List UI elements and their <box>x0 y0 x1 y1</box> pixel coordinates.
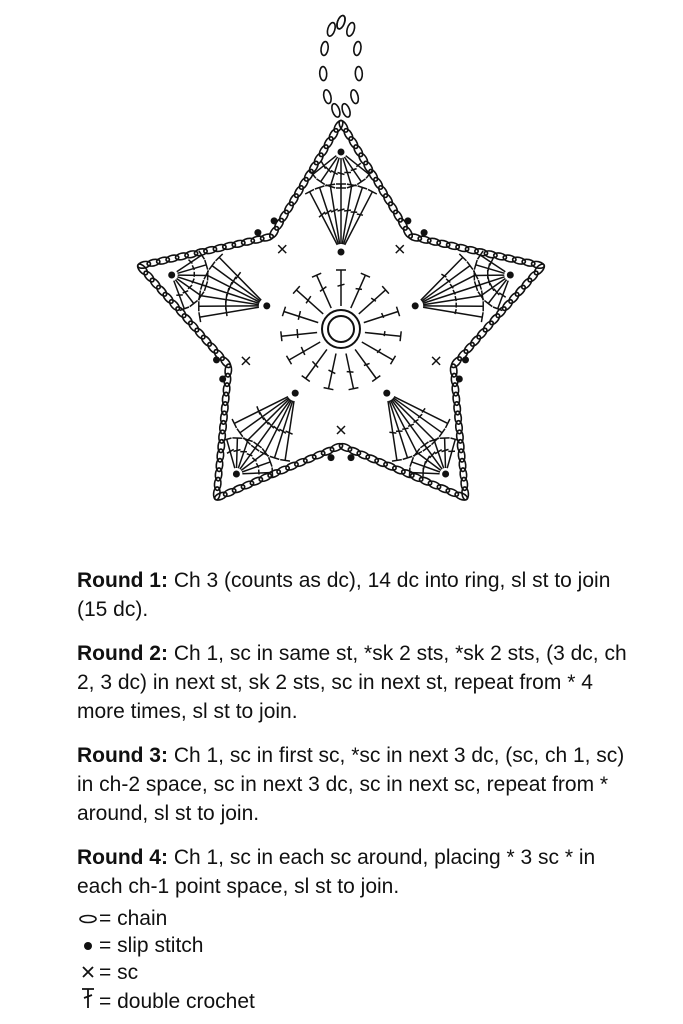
dc-top-bar <box>280 460 290 462</box>
dc-top-bar <box>391 356 396 365</box>
slip-stitch <box>383 390 390 397</box>
double-crochet <box>200 307 259 317</box>
dc-top-bar <box>190 301 198 307</box>
chain-stitch <box>514 284 527 298</box>
double-crochet <box>237 438 238 468</box>
round-2-text: Ch 1, sc in same st, *sk 2 sts, *sk 2 sts, (3 dc, ch 2, 3 dc) in next st, sk 2 sts, sc in next st, repeat from * 4 more times, sl st to join. <box>77 642 627 723</box>
chain-stitch <box>219 355 232 369</box>
double-crochet <box>421 257 463 300</box>
double-crochet <box>306 349 327 378</box>
double-crochet <box>296 290 323 314</box>
hanger-chain <box>330 103 341 119</box>
chain-oval-icon <box>77 905 99 932</box>
dc-slash <box>389 432 396 433</box>
dc-top-bar <box>481 312 483 322</box>
double-crochet <box>281 333 317 337</box>
double-crochet <box>219 257 261 300</box>
dc-top-bar <box>439 429 445 437</box>
round-3-instruction <box>77 741 637 828</box>
dc-top-bar <box>237 429 243 437</box>
dc-slash <box>402 428 408 429</box>
double-crochet <box>423 307 482 317</box>
legend-sc-text: = sc <box>99 961 139 984</box>
round-1-instruction <box>77 566 637 624</box>
dc-slash <box>356 289 362 290</box>
chain-stitch <box>142 270 155 284</box>
dc-top-bar <box>281 331 282 341</box>
hanger-chain <box>345 22 356 37</box>
legend-chain-text: = chain <box>99 907 168 930</box>
legend-double-crochet <box>77 986 637 1017</box>
dc-top-bar <box>287 356 292 365</box>
chain-stitch <box>488 312 501 326</box>
chain-stitch <box>181 312 194 326</box>
slip-stitch <box>507 272 514 279</box>
dc-slash <box>338 173 345 175</box>
double-crochet <box>317 275 332 308</box>
chain-stitch <box>482 320 495 334</box>
pattern-instructions <box>77 566 637 1017</box>
dc-top-bar <box>400 331 401 341</box>
slip-stitch <box>412 302 419 309</box>
double-crochet <box>359 290 386 314</box>
slip-stitch <box>233 471 240 478</box>
single-crochet <box>337 426 345 434</box>
slip-stitch <box>328 454 335 461</box>
dc-top-bar <box>484 301 492 307</box>
slip-stitch <box>168 272 175 279</box>
double-crochet <box>351 275 366 308</box>
round-4-label: Round 4: <box>77 846 168 869</box>
dc-slash <box>455 296 456 301</box>
chain-stitch <box>174 305 187 319</box>
single-crochet <box>242 357 250 365</box>
slip-stitch <box>456 376 463 383</box>
double-crochet <box>355 349 376 378</box>
double-crochet <box>447 439 455 468</box>
round-2-label: Round 2: <box>77 642 168 665</box>
hanger-chain <box>335 14 346 30</box>
round-4-text: Ch 1, sc in each sc around, placing * 3 sc * in each ch-1 point space, sl st to join. <box>77 846 596 898</box>
stitch-legend <box>77 905 637 1017</box>
double-crochet <box>393 398 442 433</box>
dc-top-bar <box>302 376 310 382</box>
dc-slash <box>297 329 298 338</box>
legend-chain <box>77 905 637 932</box>
legend-sc <box>77 959 637 986</box>
chain-stitch <box>520 277 533 291</box>
slip-stitch <box>271 217 278 224</box>
round-2-instruction <box>77 639 637 726</box>
hanger-chain <box>355 66 363 80</box>
dc-cross-icon <box>77 986 99 1017</box>
dc-top-bar <box>392 460 402 462</box>
chain-stitch <box>507 291 520 305</box>
chain-stitch <box>501 298 514 312</box>
chain-stitch <box>494 305 507 319</box>
double-crochet <box>394 397 448 424</box>
slip-stitch <box>338 249 345 256</box>
chain-stitch <box>149 277 162 291</box>
center-magic-ring <box>322 310 360 348</box>
slip-stitch <box>462 356 469 363</box>
slip-stitch <box>348 454 355 461</box>
dc-slash <box>234 450 241 452</box>
hanger-chain <box>340 103 351 119</box>
hanger-chain <box>326 22 337 37</box>
double-crochet <box>445 438 446 468</box>
round-3-label: Round 3: <box>77 744 168 767</box>
dc-top-bar <box>272 468 273 478</box>
chain-stitch <box>475 327 488 341</box>
dc-top-bar <box>209 262 215 270</box>
dc-top-bar <box>349 388 359 390</box>
dc-top-bar <box>372 376 380 382</box>
double-crochet <box>227 439 235 468</box>
hanging-loop <box>319 14 362 118</box>
dc-slash <box>357 214 363 215</box>
dc-top-bar <box>199 312 201 322</box>
dc-slash <box>338 209 345 211</box>
dc-slash <box>344 210 351 211</box>
hanger-chain <box>350 89 360 104</box>
chain-stitch <box>161 291 174 305</box>
slip-stitch <box>442 471 449 478</box>
slip-stitch <box>213 356 220 363</box>
dc-slash <box>442 449 449 451</box>
chain-stitch <box>187 320 200 334</box>
chain-stitch <box>526 270 539 284</box>
double-crochet <box>284 312 318 323</box>
chain-stitch <box>155 284 168 298</box>
dc-top-bar <box>409 468 410 478</box>
dc-slash <box>298 311 300 320</box>
double-crochet <box>364 312 398 323</box>
dc-top-bar <box>324 388 334 390</box>
double-crochet <box>393 399 436 441</box>
single-crochet <box>396 245 404 253</box>
slip-stitch-dot-icon <box>77 932 99 959</box>
chain-stitch <box>200 334 213 348</box>
double-crochet <box>365 333 401 337</box>
dc-slash <box>338 284 345 286</box>
slip-stitch <box>263 302 270 309</box>
legend-double-crochet-text: = double crochet <box>99 990 255 1013</box>
slip-stitch <box>292 390 299 397</box>
chain-stitch <box>402 225 414 239</box>
hanger-chain <box>320 41 329 56</box>
chain-stitch <box>462 341 475 355</box>
slip-stitch <box>404 217 411 224</box>
round-1-label: Round 1: <box>77 569 168 592</box>
dc-top-bar <box>317 179 325 185</box>
round-1-text: Ch 3 (counts as dc), 14 dc into ring, sl st to join (15 dc). <box>77 569 611 621</box>
dc-slash <box>347 372 354 373</box>
legend-slip-stitch <box>77 932 637 959</box>
slip-stitch <box>219 376 226 383</box>
chain-stitch <box>469 334 482 348</box>
double-crochet <box>289 342 320 360</box>
double-crochet <box>240 398 289 433</box>
slip-stitch <box>421 229 428 236</box>
slip-stitch <box>338 149 345 156</box>
double-crochet <box>362 342 393 360</box>
hanger-chain <box>319 66 327 80</box>
dc-slash <box>384 331 385 336</box>
chain-stitch <box>168 298 181 312</box>
round-4-instruction <box>77 843 637 901</box>
single-crochet <box>278 245 286 253</box>
legend-slip-stitch-text: = slip stitch <box>99 934 204 957</box>
chain-stitch <box>193 327 206 341</box>
dc-top-bar <box>467 262 473 270</box>
double-crochet <box>247 399 290 441</box>
chain-stitch <box>206 341 219 355</box>
sc-x-icon <box>77 959 99 986</box>
hanger-chain <box>353 41 362 56</box>
round-3-text: Ch 1, sc in first sc, *sc in next 3 dc, (sc, ch 1, sc) in ch-2 space, sc in next 3 dc, sc in next sc, repeat from * around, sl st to join. <box>77 744 625 825</box>
double-crochet <box>234 397 288 424</box>
hanger-chain <box>322 89 332 104</box>
dc-top-bar <box>357 179 365 185</box>
single-crochet <box>432 357 440 365</box>
slip-stitch <box>254 229 261 236</box>
